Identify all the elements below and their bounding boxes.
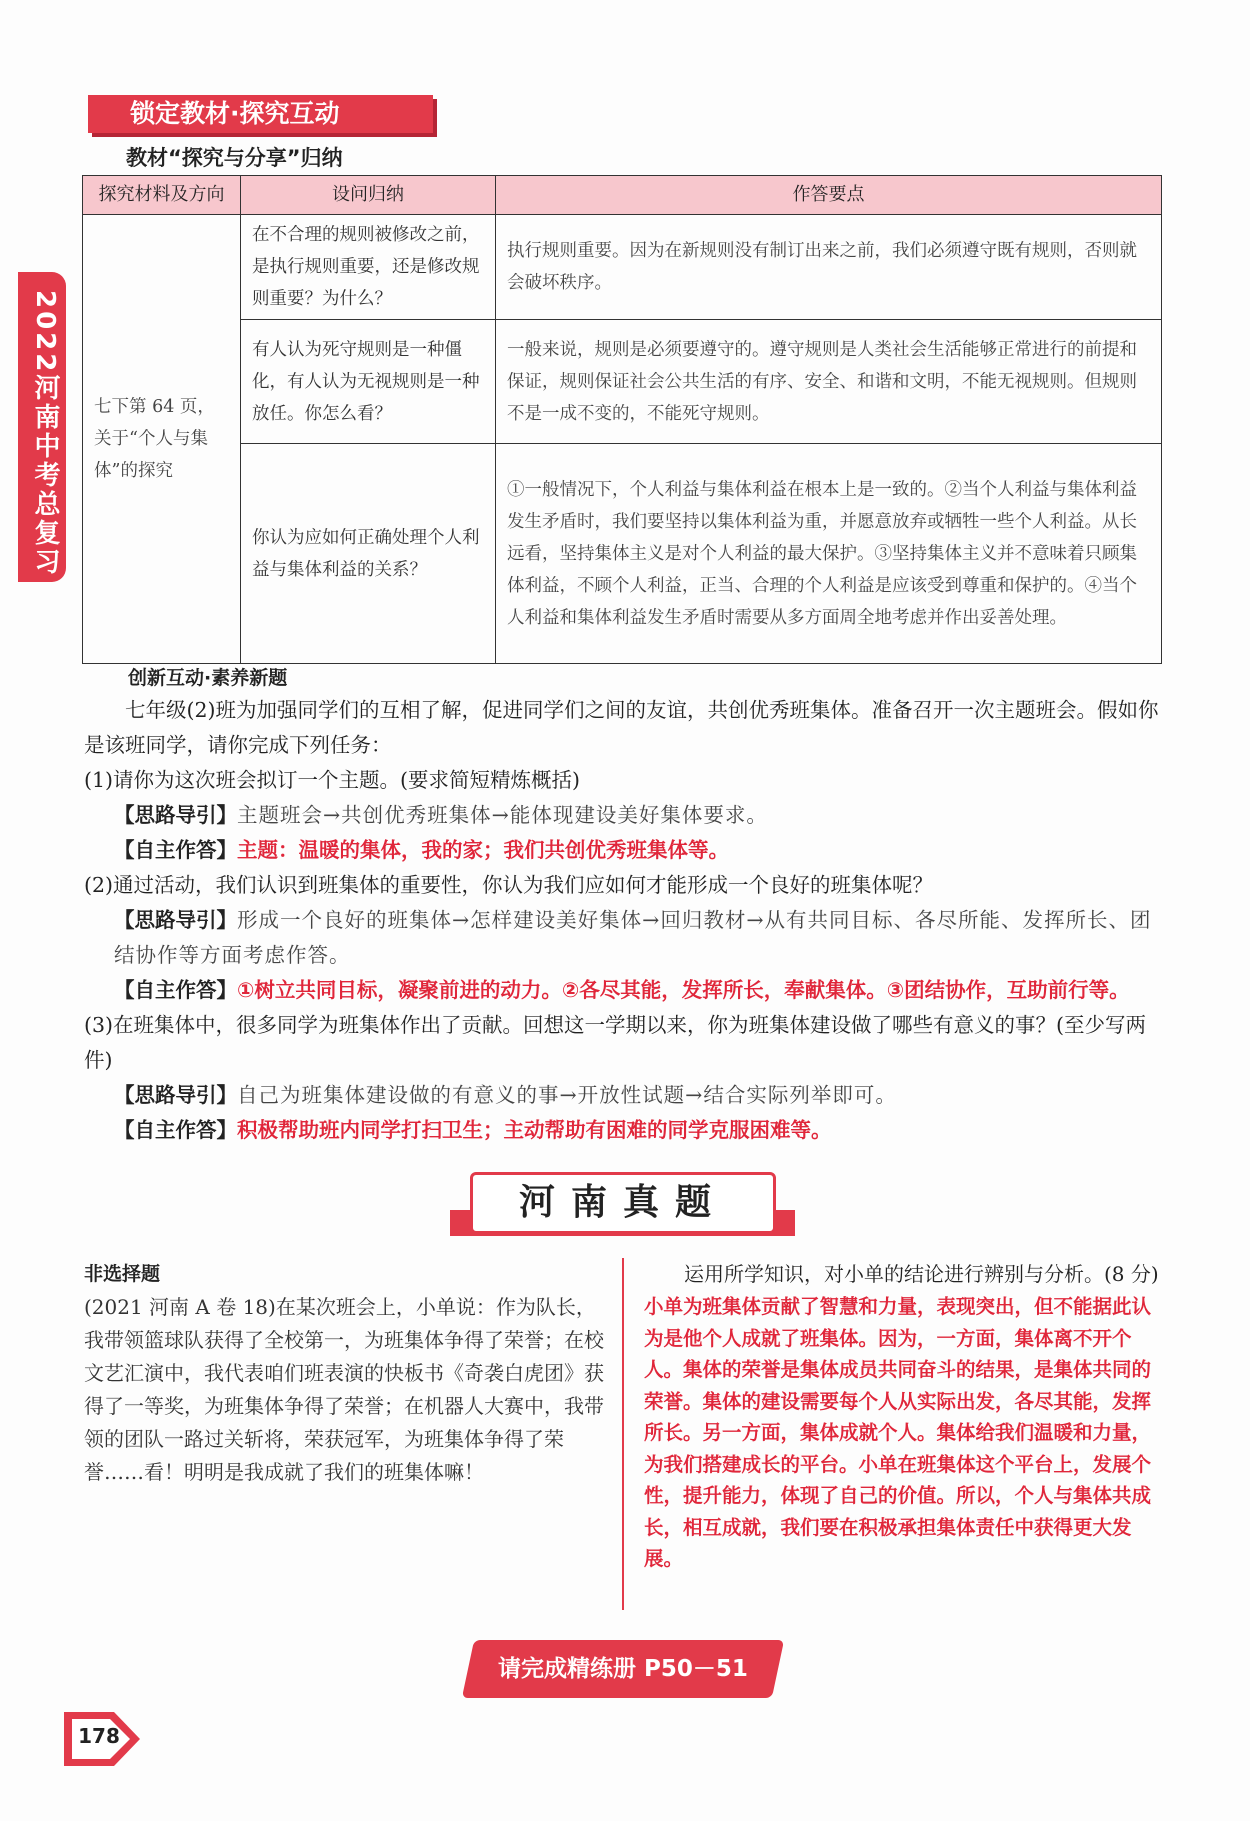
source-cell: 七下第 64 页，关于“个人与集体”的探究 bbox=[83, 215, 241, 664]
answer-column bbox=[644, 1258, 1169, 1575]
answer-label: 【自主作答】 bbox=[114, 838, 237, 862]
guide-line bbox=[84, 903, 1166, 973]
column-divider bbox=[622, 1258, 624, 1610]
page-number-badge bbox=[64, 1712, 140, 1766]
guide-label: 【思路导引】 bbox=[114, 1083, 237, 1107]
practice-book-text: 请完成精练册 P50－51 bbox=[498, 1656, 748, 1682]
answer-cell: 执行规则重要。因为在新规则没有制订出来之前，我们必须遵守既有规则，否则就会破坏秩序。 bbox=[496, 215, 1162, 320]
guide-text: 形成一个良好的班集体→怎样建设美好集体→回归教材→从有共同目标、各尽所能、发挥所长、团结协作等方面考虑作答。 bbox=[114, 908, 1152, 967]
answer-label: 【自主作答】 bbox=[114, 1118, 237, 1142]
guide-text: 主题班会→共创优秀班集体→能体现建设美好集体要求。 bbox=[237, 803, 768, 827]
exam-question-text: (2021 河南 A 卷 18)在某次班会上，小单说：作为队长，我带领篮球队获得了全校第一，为班集体争得了荣誉；在校文艺汇演中，我代表咱们班表演的快板书《奇袭白虎团》获得了一等奖，为班集体争得了荣誉；在机器人大赛中，我带领的团队一路过关斩将，荣获冠军，为班集体争得了荣誉……看！明明是我成就了我们的班集体嘛！ bbox=[84, 1295, 604, 1484]
page-number: 178 bbox=[78, 1724, 120, 1748]
question-cell: 在不合理的规则被修改之前，是执行规则重要，还是修改规则重要？为什么？ bbox=[241, 215, 496, 320]
table-row bbox=[83, 320, 1162, 444]
question-cell: 你认为应如何正确处理个人利益与集体利益的关系？ bbox=[241, 444, 496, 664]
task-block-1 bbox=[84, 763, 1166, 1148]
guide-label: 【思路导引】 bbox=[114, 803, 237, 827]
answer-cell: 一般来说，规则是必须要遵守的。遵守规则是人类社会生活能够正常进行的前提和保证，规则保证社会公共生活的有序、安全、和谐和文明，不能无视规则。但规则不是一成不变的，不能死守规则。 bbox=[496, 320, 1162, 444]
section-ribbon: 锁定教材·探究互动 bbox=[88, 95, 433, 133]
answer-line bbox=[84, 973, 1166, 1008]
table-header-cell: 作答要点 bbox=[496, 176, 1162, 215]
henan-section-title: 河南真题 bbox=[470, 1172, 776, 1234]
question-cell: 有人认为死守规则是一种僵化，有人认为无视规则是一种放任。你怎么看？ bbox=[241, 320, 496, 444]
summary-table bbox=[82, 175, 1162, 664]
answer-text: ①树立共同目标，凝聚前进的动力。②各尽其能，发挥所长，奉献集体。③团结协作，互助前行等。 bbox=[237, 978, 1130, 1002]
innovation-heading: 创新互动·素养新题 bbox=[128, 667, 288, 689]
table-header-cell: 探究材料及方向 bbox=[83, 176, 241, 215]
guide-line bbox=[84, 1078, 1166, 1113]
exam-answer-text: 小单为班集体贡献了智慧和力量，表现突出，但不能据此认为是他个人成就了班集体。因为，一方面，集体离不开个人。集体的荣誉是集体成员共同奋斗的结果，是集体共同的荣誉。集体的建设需要每个人从实际出发，各尽其能，发挥所长。另一方面，集体成就个人。集体给我们温暖和力量，为我们搭建成长的平台。小单在班集体这个平台上，发展个性，提升能力，体现了自己的价值。所以，个人与集体共成长，相互成就，我们要在积极承担集体责任中获得更大发展。 bbox=[644, 1295, 1152, 1570]
task-question: (3)在班集体中，很多同学为班集体作出了贡献。回想这一学期以来，你为班集体建设做了哪些有意义的事？(至少写两件) bbox=[84, 1013, 1147, 1072]
answer-text: 积极帮助班内同学打扫卫生；主动帮助有困难的同学克服困难等。 bbox=[237, 1118, 832, 1142]
task-question: (2)通过活动，我们认识到班集体的重要性，你认为我们应如何才能形成一个良好的班集体呢？ bbox=[84, 873, 934, 897]
section-subtitle: 教材“探究与分享”归纳 bbox=[126, 146, 343, 170]
answer-line bbox=[84, 1113, 1166, 1148]
innovation-intro: 七年级(2)班为加强同学们的互相了解，促进同学们之间的友谊，共创优秀班集体。准备召开一次主题班会。假如你是该班同学，请你完成下列任务： bbox=[84, 698, 1159, 757]
guide-line bbox=[84, 798, 1166, 833]
table-header-cell: 设问归纳 bbox=[241, 176, 496, 215]
guide-label: 【思路导引】 bbox=[114, 908, 237, 932]
question-type-label: 非选择题 bbox=[84, 1263, 161, 1285]
question-column bbox=[84, 1258, 604, 1489]
answer-text: 主题：温暖的集体，我的家；我们共创优秀班集体等。 bbox=[237, 838, 729, 862]
answer-label: 【自主作答】 bbox=[114, 978, 237, 1002]
exam-task-text: 运用所学知识，对小单的结论进行辨别与分析。(8 分) bbox=[684, 1262, 1159, 1286]
table-row bbox=[83, 215, 1162, 320]
task-question: (1)请你为这次班会拟订一个主题。(要求简短精炼概括) bbox=[84, 768, 581, 792]
guide-text: 自己为班集体建设做的有意义的事→开放性试题→结合实际列举即可。 bbox=[237, 1083, 897, 1107]
answer-cell: ①一般情况下，个人利益与集体利益在根本上是一致的。②当个人利益与集体利益发生矛盾时，我们要坚持以集体利益为重，并愿意放弃或牺牲一些个人利益。从长远看，坚持集体主义是对个人利益的最大保护。③坚持集体主义并不意味着只顾集体利益，不顾个人利益，正当、合理的个人利益是应该受到尊重和保护的。④当个人利益和集体利益发生矛盾时需要从多方面周全地考虑并作出妥善处理。 bbox=[496, 444, 1162, 664]
practice-book-badge bbox=[462, 1640, 784, 1698]
answer-line bbox=[84, 833, 1166, 868]
side-tab-text: 2022河南中考总复习 bbox=[30, 290, 60, 578]
table-header-row bbox=[83, 176, 1162, 215]
side-chapter-tab bbox=[18, 272, 66, 582]
table-row bbox=[83, 444, 1162, 664]
